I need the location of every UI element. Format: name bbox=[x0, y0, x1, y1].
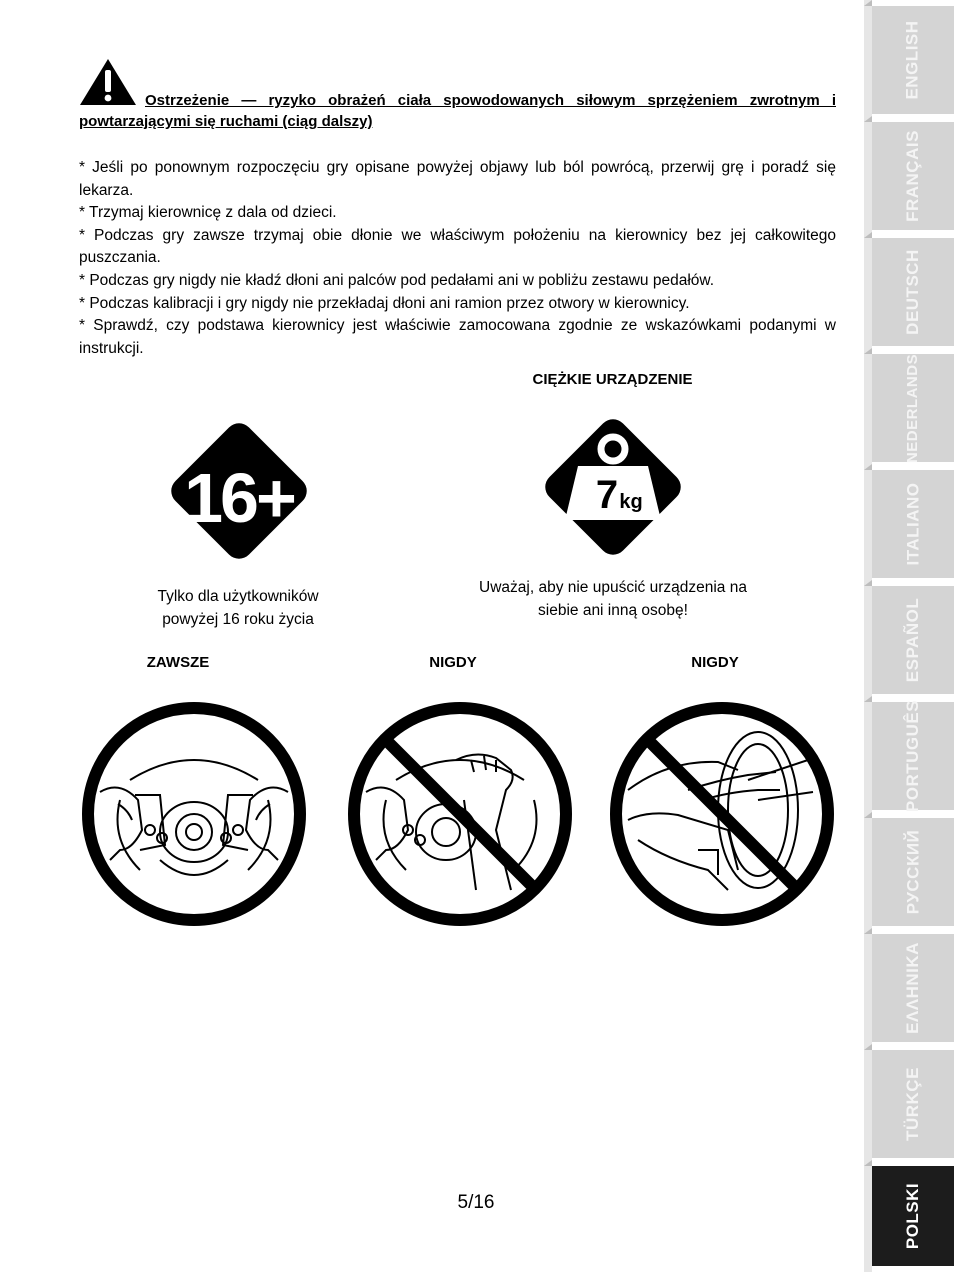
age-caption: Tylko dla użytkowników powyżej 16 roku życia bbox=[157, 588, 319, 628]
age-16-plus-icon bbox=[160, 412, 318, 570]
language-tabs bbox=[864, 0, 954, 1272]
tab-portugues[interactable]: PORTUGUÊS bbox=[872, 702, 954, 810]
paragraph: * Podczas kalibracji i gry nigdy nie przekładaj dłoni ani ramion przez otwory w kierownicy. bbox=[79, 294, 690, 312]
tab-francais[interactable]: FRANÇAIS bbox=[872, 122, 954, 230]
warning-body bbox=[79, 157, 836, 360]
tab-polski[interactable]: POLSKI bbox=[872, 1166, 954, 1266]
paragraph: * Trzymaj kierownicę z dala od dzieci. bbox=[79, 204, 337, 222]
weight-number: 7 bbox=[595, 473, 619, 517]
tabs-edge bbox=[864, 0, 872, 1272]
tab-greek[interactable]: ΕΛΛΗΝΙΚΑ bbox=[872, 934, 954, 1042]
tab-deutsch[interactable]: DEUTSCH bbox=[872, 238, 954, 346]
paragraph: * Jeśli po ponownym rozpoczęciu gry opisane powyżej objawy lub ból powrócą, przerwij grę i poradź się lekarza. bbox=[79, 159, 836, 199]
incorrect-hand-through-wheel-illustration bbox=[346, 700, 574, 928]
always-heading: ZAWSZE bbox=[146, 654, 210, 671]
age-badge-text: 16+ bbox=[184, 459, 294, 537]
tab-italiano[interactable]: ITALIANO bbox=[872, 470, 954, 578]
tab-turkce[interactable]: TÜRKÇE bbox=[872, 1050, 954, 1158]
tab-nederlands[interactable]: NEDERLANDS bbox=[872, 354, 954, 462]
weight-caption: Uważaj, aby nie upuścić urządzenia na siebie ani inną osobę! bbox=[479, 579, 747, 619]
correct-grip-illustration bbox=[80, 700, 308, 928]
paragraph: * Podczas gry nigdy nie kładź dłoni ani palców pod pedałami ani w pobliżu zestawu pedałów. bbox=[79, 271, 715, 289]
tab-espanol[interactable]: ESPAÑOL bbox=[872, 586, 954, 694]
page-number: 5/16 bbox=[457, 1192, 495, 1213]
weight-unit: kg bbox=[619, 491, 643, 513]
warning-title: Ostrzeżenie — ryzyko obrażeń ciała spowodowanych siłowym sprzężeniem zwrotnym i powtarzającymi się ruchami (ciąg dalszy) bbox=[79, 92, 836, 130]
tab-english[interactable]: ENGLISH bbox=[872, 6, 954, 114]
incorrect-arm-through-wheel-illustration bbox=[608, 700, 836, 928]
weight-7kg-icon bbox=[534, 408, 692, 566]
never-heading-2: NIGDY bbox=[691, 654, 739, 671]
paragraph: * Sprawdź, czy podstawa kierownicy jest właściwie zamocowana zgodnie ze wskazówkami podanymi w instrukcji. bbox=[79, 317, 836, 357]
heavy-device-heading: CIĘŻKIE URZĄDZENIE bbox=[532, 371, 693, 388]
tab-russian[interactable]: РУССКИЙ bbox=[872, 818, 954, 926]
never-heading-1: NIGDY bbox=[429, 654, 477, 671]
paragraph: * Podczas gry zawsze trzymaj obie dłonie we właściwym położeniu na kierownicy bez jej całkowitego puszczania. bbox=[79, 226, 836, 267]
